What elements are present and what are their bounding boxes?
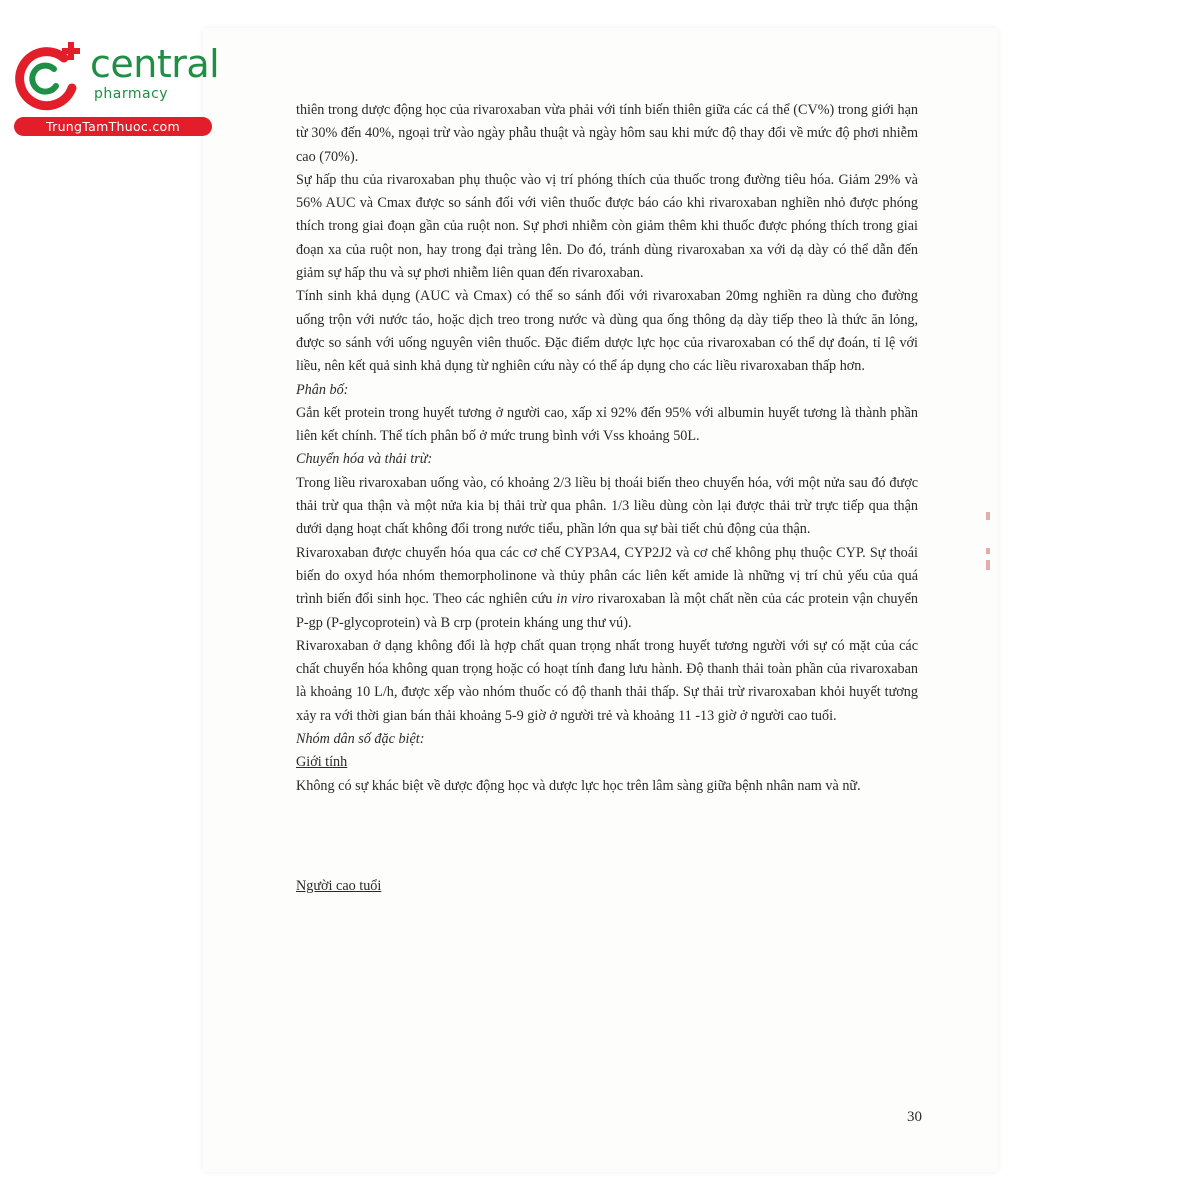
logo-banner: TrungTamThuoc.com [14, 117, 212, 136]
subsection-heading-text: Giới tính [296, 754, 348, 771]
logo-brand-text: central [90, 42, 220, 86]
body-paragraph [296, 169, 918, 285]
paragraph-text: Tính sinh khả dụng (AUC và Cmax) có thể so sánh đối với rivaroxaban 20mg nghiền ra dùng cho đường uống trộn với nước táo, hoặc dịch treo trong nước và dùng qua ống thông dạ dày tiếp theo là thức ăn lỏng, được so sánh với uống nguyên viên thuốc. Đặc điểm dược lực học của rivaroxaban có thể dự đoán, tỉ lệ với liều, nên kết quả sinh khả dụng từ nghiên cứu này có thể áp dụng cho các liều rivaroxaban thấp hơn. [296, 288, 918, 375]
subsection-heading [296, 751, 918, 774]
body-paragraph [296, 635, 918, 728]
document-body [296, 99, 918, 898]
section-heading [296, 448, 918, 471]
body-paragraph [296, 402, 918, 449]
body-paragraph [296, 99, 918, 169]
scan-artifact [986, 560, 990, 570]
body-paragraph [296, 285, 918, 378]
section-heading-text: Phân bố: [296, 381, 349, 398]
body-paragraph [296, 775, 918, 798]
paragraph-text: Không có sự khác biệt về dược động học và dược lực học trên lâm sàng giữa bệnh nhân nam và nữ. [296, 777, 861, 794]
subsection-heading [296, 875, 918, 898]
body-paragraph [296, 472, 918, 542]
paragraph-text: Rivaroxaban được chuyển hóa qua các cơ chế CYP3A4, CYP2J2 và cơ chế không phụ thuộc CYP. Sự thoái biến do oxyd hóa nhóm themorpholinone và thủy phân các liên kết amide là những vị trí chủ yếu của quá trình biến đổi sinh học. Theo các nghiên cứu [296, 544, 918, 608]
subsection-heading-text: Người cao tuổi [296, 877, 382, 894]
paragraph-text: Gắn kết protein trong huyết tương ở người cao, xấp xỉ 92% đến 95% với albumin huyết tương là thành phần liên kết chính. Thể tích phân bố ở mức trung bình với Vss khoảng 50L. [296, 404, 918, 445]
paragraph-italic-text: in viro [556, 591, 594, 608]
paragraph-text: thiên trong dược động học của rivaroxaban vừa phải với tính biến thiên giữa các cá thể (CV%) trong giới hạn từ 30% đến 40%, ngoại trừ vào ngày phẫu thuật và ngày hôm sau khi mức độ thay đổi về mức độ phơi nhiễm cao (70%). [296, 102, 918, 165]
logo-sub-text: pharmacy [94, 86, 169, 102]
paragraph-text: Rivaroxaban ở dạng không đổi là hợp chất quan trọng nhất trong huyết tương người với sự có mặt của các chất chuyển hóa không quan trọng hoặc có hoạt tính đang lưu hành. Độ thanh thải toàn phần của rivaroxaban là khoảng 10 L/h, được xếp vào nhóm thuốc có độ thanh thải thấp. Sự thải trừ rivaroxaban khỏi huyết tương xảy ra với thời gian bán thải khoảng 5-9 giờ ở người trẻ và khoảng 11 -13 giờ ở người cao tuổi. [296, 637, 918, 724]
paragraph-text: rivaroxaban là một chất nền của các protein vận chuyển P-gp (P-glycoprotein) và B crp (protein kháng ung thư vú). [296, 591, 918, 631]
scan-artifact [986, 512, 990, 520]
section-heading-text: Nhóm dân số đặc biệt: [296, 731, 425, 748]
page-number: 30 [907, 1109, 922, 1125]
section-heading [296, 728, 918, 751]
paragraph-text: Sự hấp thu của rivaroxaban phụ thuộc vào vị trí phóng thích của thuốc trong đường tiêu hóa. Giảm 29% và 56% AUC và Cmax được so sánh đối với viên thuốc được báo cáo khi rivaroxaban nghiền nhỏ được phóng thích trong giai đoạn gần của ruột non. Sự phơi nhiễm còn giảm thêm khi thuốc được phóng thích trong giai đoạn xa của ruột non, hay trong đại tràng lên. Do đó, tránh dùng rivaroxaban xa với dạ dày có thể dẫn đến giảm sự hấp thu và sự phơi nhiễm liên quan đến rivaroxaban. [296, 171, 918, 282]
section-heading-text: Chuyển hóa và thải trừ: [296, 451, 433, 468]
central-pharmacy-logo[interactable] [10, 36, 220, 136]
section-heading [296, 379, 918, 402]
scan-artifact [986, 548, 990, 554]
pharmacy-logo-icon [10, 36, 90, 116]
paragraph-gap [296, 798, 918, 875]
paragraph-text: Trong liều rivaroxaban uống vào, có khoảng 2/3 liều bị thoái biến theo chuyển hóa, với một nửa sau đó được thải trừ qua thận và một nửa kia bị thải trừ qua phân. 1/3 liều dùng còn lại được thải trừ trực tiếp qua thận dưới dạng hoạt chất không đổi trong nước tiểu, phần lớn qua sự bài tiết chủ động của thận. [296, 474, 918, 538]
body-paragraph [296, 542, 918, 635]
